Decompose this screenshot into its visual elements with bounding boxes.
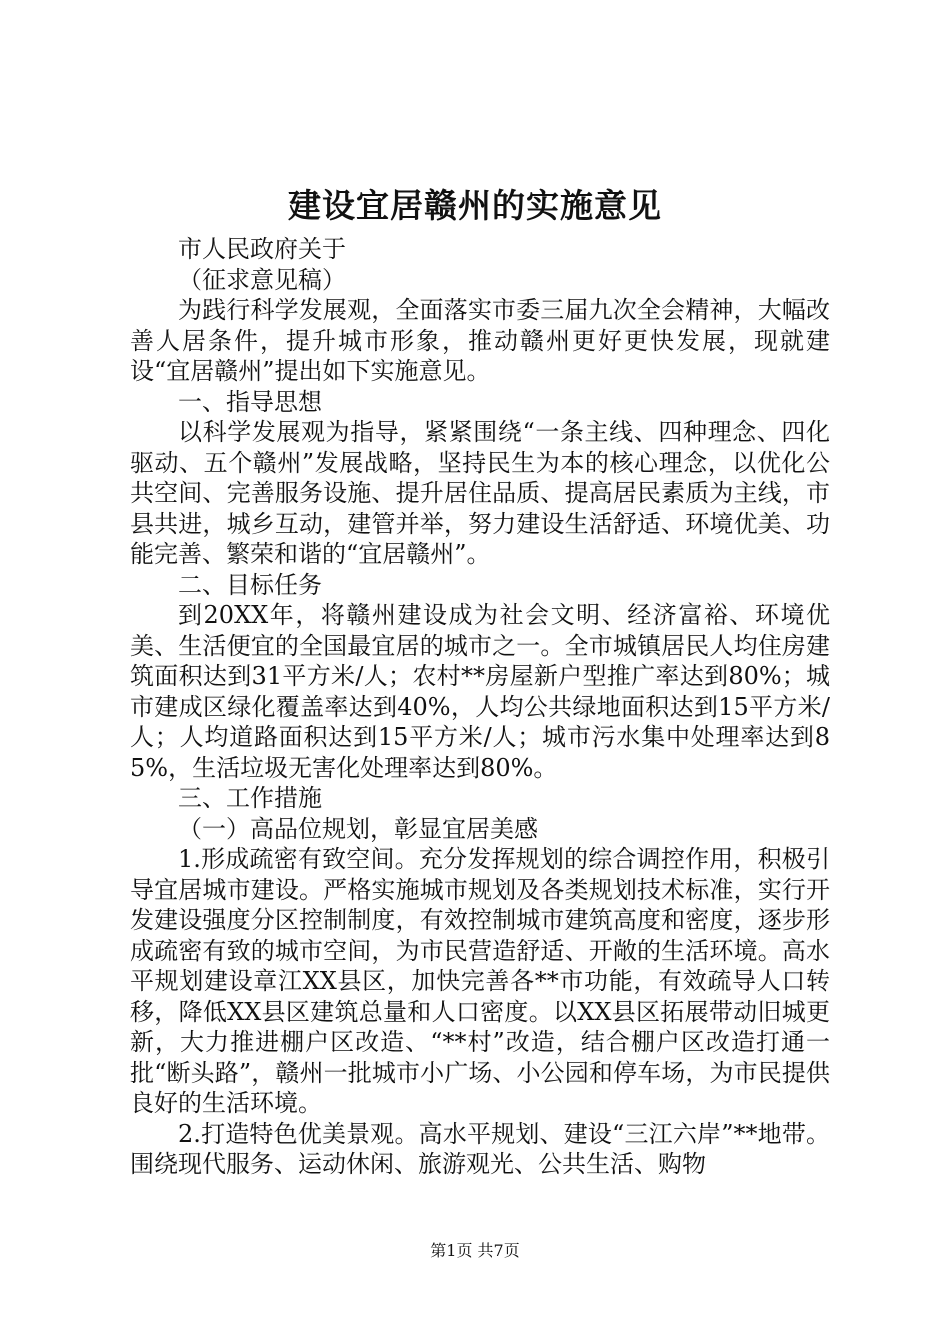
guiding-ideology-paragraph: 以科学发展观为指导，紧紧围绕“一条主线、四种理念、四化驱动、五个赣州”发展战略，坚持民生为本的核心理念，以优化公共空间、完善服务设施、提升居住品质、提高居民素质为主线，市县共进，城乡互动，建管并举，努力建设生活舒适、环境优美、功能完善、繁荣和谐的“宜居赣州”。 <box>130 418 830 568</box>
draft-note: （征求意见稿） <box>178 265 346 294</box>
document-body <box>130 234 830 1180</box>
subsection-heading-planning: （一）高品位规划，彰显宜居美感 <box>178 814 538 843</box>
section-heading-goals: 二、目标任务 <box>178 570 322 599</box>
document-title: 建设宜居赣州的实施意见 <box>288 186 662 225</box>
section-heading-measures: 三、工作措施 <box>178 784 322 812</box>
measure-item-2: 2.打造特色优美景观。高水平规划、建设“三江六岸”**地带。围绕现代服务、运动休闲、旅游观光、公共生活、购物 <box>130 1119 830 1178</box>
page-footer: 第1页 共7页 <box>430 1241 520 1260</box>
section-heading-guiding-ideology: 一、指导思想 <box>178 387 322 416</box>
goals-paragraph: 到20XX年，将赣州建设成为社会文明、经济富裕、环境优美、生活便宜的全国最宜居的城市之一。全市城镇居民人均住房建筑面积达到31平方米/人；农村**房屋新户型推广率达到80%；城市建成区绿化覆盖率达到40%，人均公共绿地面积达到15平方米/人；人均道路面积达到15平方米/人；城市污水集中处理率达到85%，生活垃圾无害化处理率达到80%。 <box>130 601 830 782</box>
measure-item-1: 1.形成疏密有致空间。充分发挥规划的综合调控作用，积极引导宜居城市建设。严格实施城市规划及各类规划技术标准，实行开发建设强度分区控制制度，有效控制城市建筑高度和密度，逐步形成疏密有致的城市空间，为市民营造舒适、开敞的生活环境。高水平规划建设章江XX县区，加快完善各**市功能，有效疏导人口转移，降低XX县区建筑总量和人口密度。以XX县区拓展带动旧城更新，大力推进棚户区改造、“**村”改造，结合棚户区改造打通一批“断头路”，赣州一批城市小广场、小公园和停车场，为市民提供良好的生活环境。 <box>130 845 830 1117</box>
issuer-line: 市人民政府关于 <box>178 235 346 263</box>
intro-paragraph: 为践行科学发展观，全面落实市委三届九次全会精神，大幅改善人居条件，提升城市形象，推动赣州更好更快发展，现就建设“宜居赣州”提出如下实施意见。 <box>130 296 830 385</box>
